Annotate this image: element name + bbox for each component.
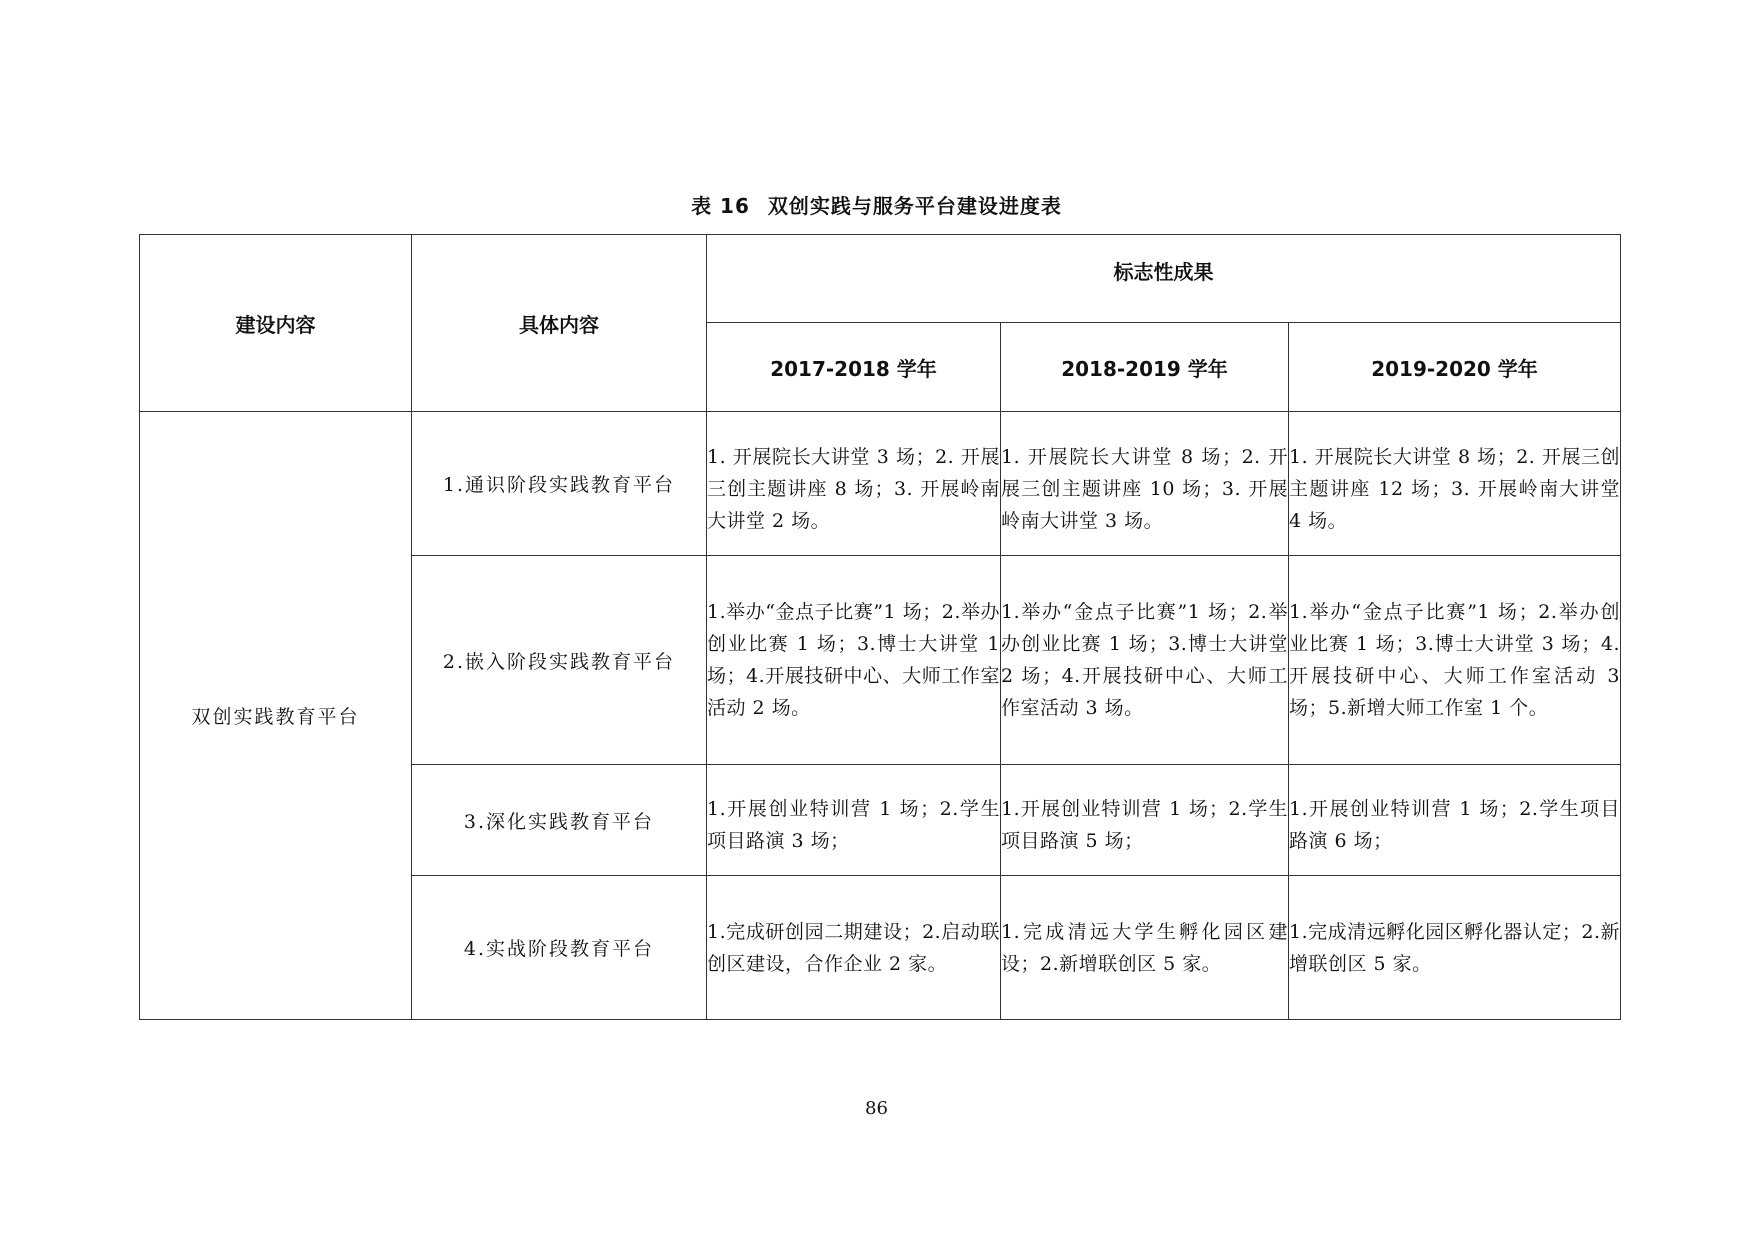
- table-cell: 1.完成研创园二期建设；2.启动联创区建设，合作企业 2 家。: [707, 876, 1001, 1020]
- group-label: 双创实践教育平台: [140, 412, 412, 1020]
- table-title: [0, 190, 1753, 219]
- header-specific-content: 具体内容: [412, 235, 707, 412]
- row-item-label: 2.嵌入阶段实践教育平台: [412, 556, 707, 765]
- page-number: 86: [865, 1098, 888, 1119]
- header-year-1: 2017-2018 学年: [707, 323, 1001, 412]
- table-cell: 1.举办“金点子比赛”1 场；2.举办创业比赛 1 场；3.博士大讲堂 3 场；4.开展技研中心、大师工作室活动 3 场；5.新增大师工作室 1 个。: [1289, 556, 1621, 765]
- progress-table: [139, 234, 1621, 1020]
- table-cell: 1.开展创业特训营 1 场；2.学生项目路演 3 场；: [707, 765, 1001, 876]
- table-cell: 1.举办“金点子比赛”1 场；2.举办创业比赛 1 场；3.博士大讲堂 1 场；4.开展技研中心、大师工作室活动 2 场。: [707, 556, 1001, 765]
- table-title-text: 双创实践与服务平台建设进度表: [767, 194, 1062, 218]
- table-cell: 1. 开展院长大讲堂 8 场；2. 开展三创主题讲座 12 场；3. 开展岭南大讲堂 4 场。: [1289, 412, 1621, 556]
- header-row-1: [140, 235, 1621, 323]
- header-year-3: 2019-2020 学年: [1289, 323, 1621, 412]
- header-construction-content: 建设内容: [140, 235, 412, 412]
- table-cell: 1.完成清远孵化园区孵化器认定；2.新增联创区 5 家。: [1289, 876, 1621, 1020]
- row-item-label: 4.实战阶段教育平台: [412, 876, 707, 1020]
- header-milestone-results: 标志性成果: [707, 235, 1621, 323]
- table-cell: 1.开展创业特训营 1 场；2.学生项目路演 5 场；: [1001, 765, 1289, 876]
- header-year-2: 2018-2019 学年: [1001, 323, 1289, 412]
- table-cell: 1. 开展院长大讲堂 3 场；2. 开展三创主题讲座 8 场；3. 开展岭南大讲堂 2 场。: [707, 412, 1001, 556]
- table-cell: 1. 开展院长大讲堂 8 场；2. 开展三创主题讲座 10 场；3. 开展岭南大讲堂 3 场。: [1001, 412, 1289, 556]
- table-cell: 1.开展创业特训营 1 场；2.学生项目路演 6 场；: [1289, 765, 1621, 876]
- row-item-label: 1.通识阶段实践教育平台: [412, 412, 707, 556]
- table-number: 表 16: [691, 194, 750, 218]
- table-cell: 1.举办“金点子比赛”1 场；2.举办创业比赛 1 场；3.博士大讲堂 2 场；4.开展技研中心、大师工作室活动 3 场。: [1001, 556, 1289, 765]
- table-cell: 1.完成清远大学生孵化园区建设；2.新增联创区 5 家。: [1001, 876, 1289, 1020]
- table-row: [140, 412, 1621, 556]
- row-item-label: 3.深化实践教育平台: [412, 765, 707, 876]
